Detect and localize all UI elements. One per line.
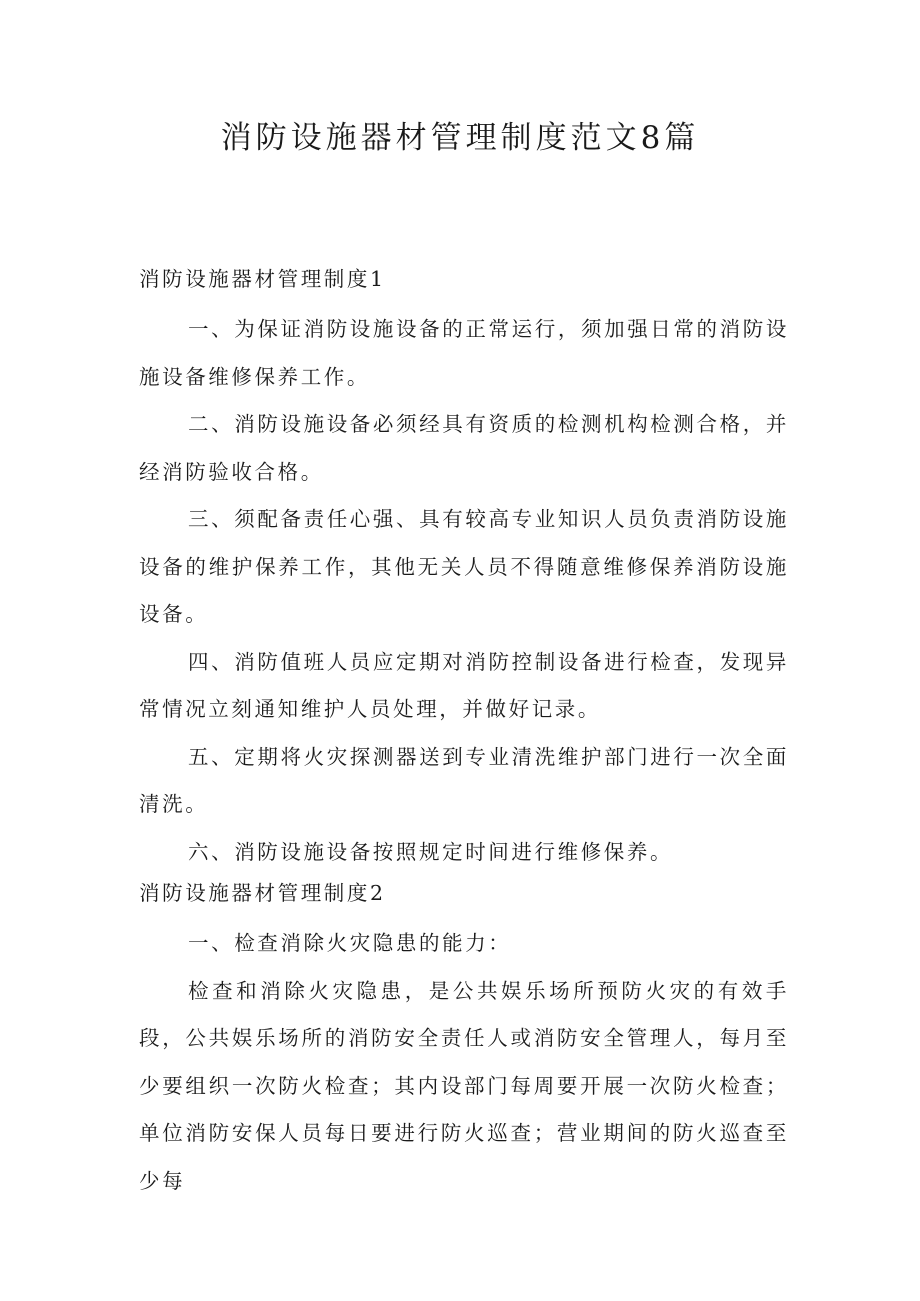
section1-paragraph-6: 六、消防设施设备按照规定时间进行维修保养。 [188,839,674,864]
section2-paragraph-1: 一、检查消除火灾隐患的能力： [188,931,512,955]
section2-paragraph-2: 检查和消除火灾隐患，是公共娱乐场所预防火灾的有效手段，公共娱乐场所的消防安全责任人或消防安全管理人，每月至少要组织一次防火检查；其内设部门每周要开展一次防火检查；单位消防安保人员每日要进行防火巡查；营业期间的防火巡查至少每 [139,978,789,1193]
section1-paragraph-3: 三、须配备责任心强、具有较高专业知识人员负责消防设施设备的维护保养工作，其他无关人员不得随意维修保养消防设施设备。 [139,507,789,626]
document-body [139,260,789,1205]
document-title: 消防设施器材管理制度范文8篇 [220,120,700,156]
section1-paragraph-5: 五、定期将火灾探测器送到专业清洗维护部门进行一次全面清洗。 [139,744,789,816]
section-heading-2: 消防设施器材管理制度2 [139,881,386,905]
section-heading-1: 消防设施器材管理制度1 [139,267,386,291]
section1-paragraph-1: 一、为保证消防设施设备的正常运行，须加强日常的消防设施设备维修保养工作。 [139,317,789,389]
section1-paragraph-2: 二、消防设施设备必须经具有资质的检测机构检测合格，并经消防验收合格。 [139,412,789,484]
section1-paragraph-4: 四、消防值班人员应定期对消防控制设备进行检查，发现异常情况立刻通知维护人员处理，并做好记录。 [139,649,789,721]
